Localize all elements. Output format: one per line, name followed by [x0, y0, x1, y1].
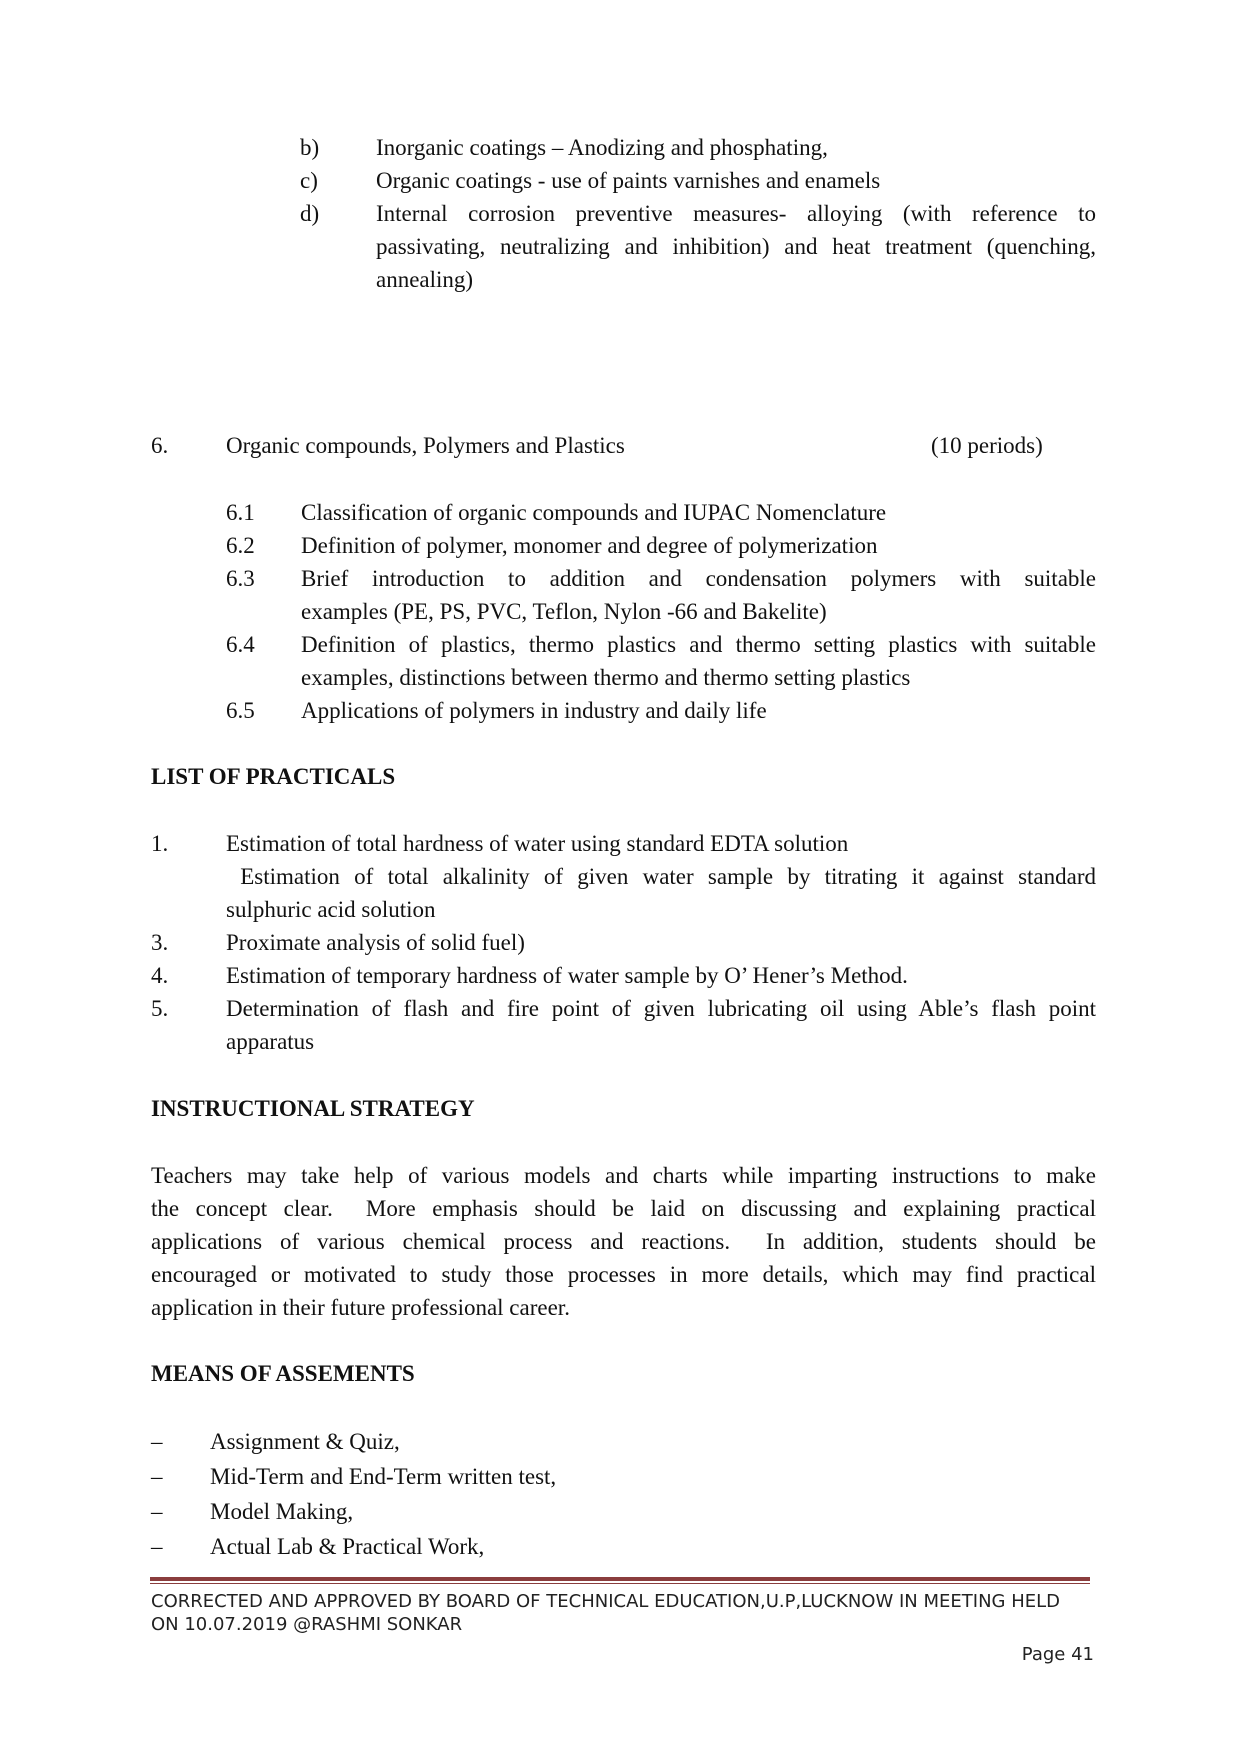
strategy-line-2: the concept clear. More emphasis should be laid on discussing and explaining practical: [151, 1196, 1096, 1221]
practical-1-text: Estimation of total hardness of water using standard EDTA solution: [226, 831, 849, 856]
practical-4-number: 4.: [151, 963, 169, 988]
item-6-4-number: 6.4: [226, 632, 255, 657]
coating-c-text: Organic coatings - use of paints varnishes and enamels: [376, 168, 881, 193]
coating-d-line-3: annealing): [376, 267, 474, 292]
practical-5-line-2: apparatus: [226, 1029, 315, 1054]
coating-d-line-2: passivating, neutralizing and inhibition) and heat treatment (quenching,: [376, 234, 1096, 259]
footer-rule-thin: [150, 1583, 1090, 1584]
practical-5-number: 5.: [151, 996, 169, 1021]
assessment-dash: –: [151, 1499, 163, 1524]
practical-2-line-1: Estimation of total alkalinity of given water sample by titrating it against standard: [226, 864, 1096, 889]
item-6-1-text: Classification of organic compounds and IUPAC Nomenclature: [301, 500, 887, 525]
item-6-3-line-2: examples (PE, PS, PVC, Teflon, Nylon -66 and Bakelite): [301, 599, 827, 624]
item-6-4-line-1: Definition of plastics, thermo plastics and thermo setting plastics with suitable: [301, 632, 1096, 657]
page-number: Page 41: [1021, 1644, 1094, 1665]
unit-periods: (10 periods): [931, 433, 1043, 458]
assessment-item: Actual Lab & Practical Work,: [210, 1534, 485, 1559]
coating-label-d: d): [300, 201, 320, 226]
item-6-4-line-2: examples, distinctions between thermo and thermo setting plastics: [301, 665, 911, 690]
assessment-item: Model Making,: [210, 1499, 354, 1524]
unit-number: 6.: [151, 433, 169, 458]
item-6-5-number: 6.5: [226, 698, 255, 723]
strategy-line-3: applications of various chemical process and reactions. In addition, students should be: [151, 1229, 1096, 1254]
practical-4-text: Estimation of temporary hardness of water sample by O’ Hener’s Method.: [226, 963, 908, 988]
coating-label-b: b): [300, 135, 320, 160]
strategy-line-1: Teachers may take help of various models and charts while imparting instructions to make: [151, 1163, 1096, 1188]
practicals-heading: LIST OF PRACTICALS: [151, 764, 396, 789]
assessment-item: Assignment & Quiz,: [210, 1429, 400, 1454]
assessment-heading: MEANS OF ASSEMENTS: [151, 1361, 415, 1386]
practical-5-line-1: Determination of flash and fire point of given lubricating oil using Able’s flash point: [226, 996, 1096, 1021]
assessment-dash: –: [151, 1534, 163, 1559]
footer-rule: [150, 1577, 1090, 1581]
practical-1-number: 1.: [151, 831, 169, 856]
coating-b-text: Inorganic coatings – Anodizing and phosphating,: [376, 135, 828, 160]
strategy-line-4: encouraged or motivated to study those processes in more details, which may find practical: [151, 1262, 1096, 1287]
practical-3-text: Proximate analysis of solid fuel): [226, 930, 525, 955]
item-6-1-number: 6.1: [226, 500, 255, 525]
item-6-2-text: Definition of polymer, monomer and degree of polymerization: [301, 533, 878, 558]
assessment-dash: –: [151, 1429, 163, 1454]
coating-label-c: c): [300, 168, 318, 193]
item-6-5-text: Applications of polymers in industry and daily life: [301, 698, 767, 723]
footer-line-1: CORRECTED AND APPROVED BY BOARD OF TECHNICAL EDUCATION,U.P,LUCKNOW IN MEETING HELD: [151, 1591, 1060, 1612]
coating-d-line-1: Internal corrosion preventive measures- alloying (with reference to: [376, 201, 1096, 226]
unit-title: Organic compounds, Polymers and Plastics: [226, 433, 625, 458]
practical-3-number: 3.: [151, 930, 169, 955]
footer-line-2: ON 10.07.2019 @RASHMI SONKAR: [151, 1614, 463, 1635]
item-6-3-number: 6.3: [226, 566, 255, 591]
strategy-heading: INSTRUCTIONAL STRATEGY: [151, 1096, 475, 1121]
practical-2-line-2: sulphuric acid solution: [226, 897, 436, 922]
strategy-line-5: application in their future professional career.: [151, 1295, 570, 1320]
assessment-item: Mid-Term and End-Term written test,: [210, 1464, 557, 1489]
item-6-2-number: 6.2: [226, 533, 255, 558]
item-6-3-line-1: Brief introduction to addition and condensation polymers with suitable: [301, 566, 1096, 591]
assessment-dash: –: [151, 1464, 163, 1489]
